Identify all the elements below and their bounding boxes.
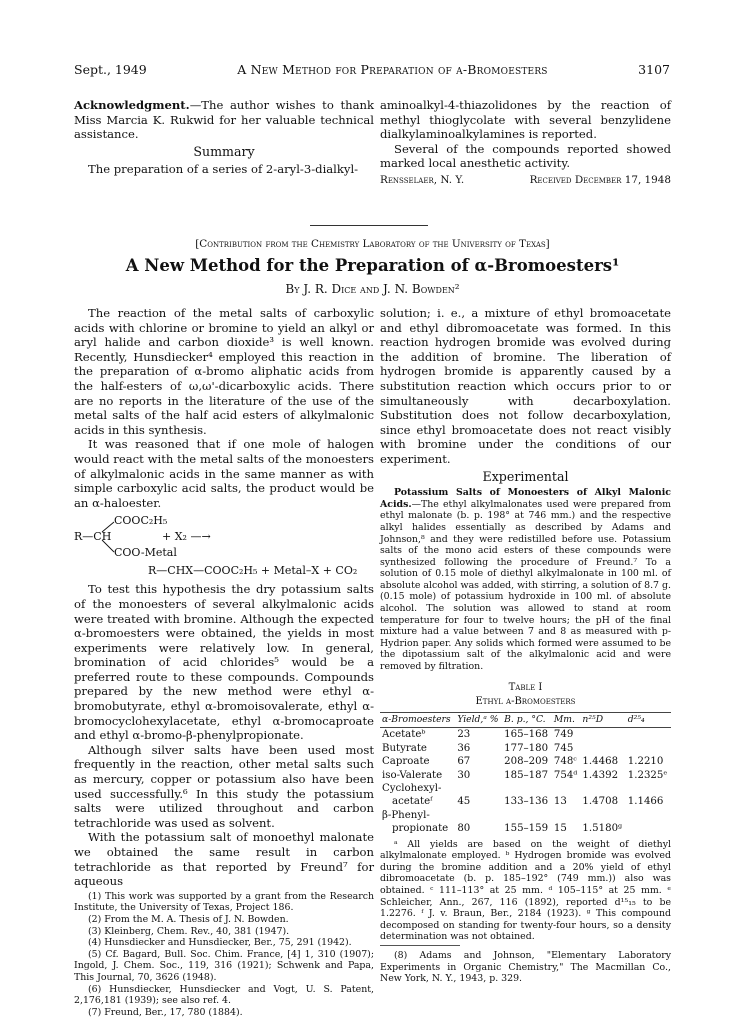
table-cell: 155–159	[504, 823, 549, 835]
article-authors: By J. R. Dice and J. N. Bowden²	[285, 282, 460, 296]
table-cell: 80	[457, 823, 471, 835]
footnote: (6) Hunsdiecker, Hunsdiecker and Vogt, U. S. Patent, 2,176,181 (1939); see also ref. 4.	[74, 983, 374, 1007]
table-row	[380, 742, 671, 755]
table-cell	[502, 809, 552, 822]
table-header: n²⁵D	[580, 712, 625, 728]
footnote: (8) Adams and Johnson, "Elementary Laboratory Experiments in Organic Chemistry," The Macmillan Co., New York, N. Y., 1943, p. 329.	[380, 950, 671, 985]
footnote: (1) This work was supported by a grant from the Research Institute, the University of Texas, Project 186.	[74, 890, 374, 914]
experimental-text	[380, 487, 671, 673]
table-label: Table I	[508, 681, 543, 693]
table-cell: 13	[553, 796, 567, 808]
prev-article-right	[380, 98, 671, 188]
table-cell	[455, 809, 502, 822]
section-divider	[310, 225, 428, 226]
acknowledgment-heading: Acknowledgment.	[74, 98, 190, 112]
table-cell: 1.5180ᵍ	[582, 823, 623, 835]
table-cell	[626, 782, 671, 795]
table-row	[380, 728, 671, 742]
table-cell: Butyrate	[382, 742, 427, 754]
experimental-lead: Potassium Salts of Monoesters of Alkyl Malonic Acids.	[380, 487, 671, 510]
rx-products: R—CHX—COOC₂H₅ + Metal–X + CO₂	[148, 564, 358, 578]
running-header	[74, 62, 670, 78]
acknowledgment-text: —The author wishes to thank Miss Marcia K. Rukwid for her valuable technical assistance.	[74, 98, 374, 142]
table-cell	[626, 822, 671, 835]
table-footnotes	[380, 839, 671, 943]
table-row	[380, 755, 671, 768]
table-cell: 1.4468	[582, 756, 619, 768]
table-cell	[580, 728, 625, 742]
table-cell: 177–180	[504, 742, 549, 754]
summary-text: The preparation of a series of 2-aryl-3-dialkyl-	[88, 162, 359, 177]
left-column	[74, 306, 374, 1018]
footnote: (4) Hunsdiecker and Hunsdiecker, Ber., 75, 291 (1942).	[88, 937, 352, 949]
table-title: Ethyl α-Bromoesters	[475, 696, 576, 708]
experimental-heading: Experimental	[482, 468, 569, 484]
table-cell: 749	[553, 729, 574, 741]
table-row	[380, 782, 671, 795]
header-title: A New Method for Preparation of α-Bromoesters	[237, 62, 548, 77]
header-date: Sept., 1949	[74, 62, 147, 77]
table-cell: acetateᶠ	[392, 796, 433, 808]
prev-article-left	[74, 98, 374, 177]
table-header-row	[380, 712, 671, 728]
table-notes: ᵃ All yields are based on the weight of diethyl alkylmalonate employed. ᵇ Hydrogen bromide was evolved during the bromine addition and a 20% yield of ethyl dibromoacetate (b. p. 185–192° (749 mm.)) also was obtained. ᶜ 111–113° at 25 mm. ᵈ 105–115° at 25 mm. ᵉ Schleicher, Ann., 267, 116 (1892), reported d¹⁵₁₅ to be 1.2276. ᶠ J. v. Braun, Ber., 2184 (1923). ᵍ This compound decomposed on standing for twenty-four hours, so a density determination was not obtained.	[380, 838, 671, 943]
table-cell: 208–209	[504, 756, 549, 768]
table-cell	[580, 782, 625, 795]
affiliation-line	[380, 173, 671, 188]
table-cell: 30	[457, 769, 471, 781]
rx-metal-salt: COO-Metal	[114, 546, 177, 560]
table-cell	[502, 782, 552, 795]
table-cell	[626, 809, 671, 822]
table-cell	[626, 742, 671, 755]
footnotes-right	[380, 950, 671, 985]
table-cell: 185–187	[504, 769, 549, 781]
table-cell: iso-Valerate	[382, 769, 443, 781]
table-cell: 754ᵈ	[553, 769, 578, 781]
table-header: α-Bromoesters	[380, 712, 455, 728]
table-cell: 133–136	[504, 796, 549, 808]
table-cell: 1.1466	[627, 796, 664, 808]
table-cell: 45	[457, 796, 471, 808]
footnotes-left	[74, 891, 374, 1018]
table-cell: 745	[553, 742, 574, 754]
table-cell: 1.4708	[582, 796, 619, 808]
table-cell: 1.2325ᵉ	[627, 769, 668, 781]
table-header: B. p., °C.	[502, 712, 552, 728]
table-cell	[580, 742, 625, 755]
rx-bonds	[74, 510, 134, 560]
received-date: Received December 17, 1948	[529, 173, 671, 186]
table-cell	[552, 782, 581, 795]
table-cell: Caproate	[382, 756, 430, 768]
table-body	[380, 728, 671, 836]
bromoesters-table	[380, 712, 671, 836]
footnote: (5) Cf. Bagard, Bull. Soc. Chim. France, [4] 1, 310 (1907); Ingold, J. Chem. Soc., 119, 316 (1921); Schwenk and Papa, This Journal, 70, 3626 (1948).	[74, 948, 374, 983]
table-cell: 1.4392	[582, 769, 619, 781]
table-cell: Cyclohexyl-	[382, 783, 442, 795]
page-number: 3107	[638, 62, 670, 77]
table-cell: 23	[457, 729, 471, 741]
results-paragraph: To test this hypothesis the dry potassium salts of the monoesters of several alkylmalonic acids were treated with bromine. Although the expected α-bromoesters were obtained, the yields in most experiments were relatively low. In general, bromination of acid chlorides⁵ would be a preferred route to these compounds. Compounds prepared by the new method were ethyl α-bromobutyrate, ethyl α-bromoisovalerate, ethyl α-bromocyclohexylacetate, ethyl α-bromocaproate and ethyl α-bromo-β-phenylpropionate.	[74, 582, 374, 743]
table-cell: β-Phenyl-	[382, 809, 430, 821]
table-cell	[455, 782, 502, 795]
salts-paragraph: Although silver salts have been used most frequently in the reaction, other metal salts such as mercury, copper or potassium also have been used successfully.⁶ In this study the potassium salts were utilized throughout and carbon tetrachloride was used as solvent.	[74, 742, 374, 830]
summary-p2: Several of the compounds reported showed marked local anesthetic activity.	[380, 141, 671, 171]
hypothesis-paragraph: It was reasoned that if one mole of halogen would react with the metal salts of the monoesters of alkylmalonic acids in the same manner as with simple carboxylic acid salts, the product would be an α-haloester.	[74, 437, 374, 510]
rx-ester-group: COOC₂H₅	[114, 514, 168, 528]
table-cell: 165–168	[504, 729, 549, 741]
table-cell: 67	[457, 756, 471, 768]
contribution-line: [Contribution from the Chemistry Laboratory of the University of Texas]	[195, 238, 550, 250]
right-column	[380, 306, 671, 985]
footnote: (3) Kleinberg, Chem. Rev., 40, 381 (1947).	[88, 925, 290, 937]
table-header: Yield,ᵃ %	[455, 712, 502, 728]
summary-continued: aminoalkyl-4-thiazolidones by the reaction of methyl thioglycolate with several benzylidene dialkylaminoalkylamines is reported.	[380, 98, 671, 142]
table-cell	[552, 809, 581, 822]
table-cell: 36	[457, 742, 471, 754]
experimental-body: —The ethyl alkylmalonates used were prepared from ethyl malonate (b. p. 198° at 746 mm.) and the respective alkyl halides essentially as described by Adams and Johnson,⁸ and they were redistilled before use. Potassium salts of the mono acid esters of these compounds were synthesized following the procedure of Freund.⁷ To a solution of 0.15 mole of diethyl alkylmalonate in 100 ml. of absolute alcohol was added, with stirring, a solution of 8.7 g. (0.15 mole) of potassium hydroxide in 100 ml. of absolute alcohol. The solution was allowed to stand at room temperature for four to twelve hours; the pH of the final mixture had a value between 7 and 8 as measured with p-Hydrion paper. Any solids which formed were assumed to be the dipotassium salt of the alkylmalonic acid and were removed by filtration.	[380, 498, 671, 673]
footnote: (7) Freund, Ber., 17, 780 (1884).	[88, 1006, 243, 1018]
rx-r-ch: R—CH	[74, 530, 112, 544]
table-cell: 1.2210	[627, 756, 664, 768]
footnote-rule	[380, 945, 460, 946]
malonate-paragraph: With the potassium salt of monoethyl malonate we obtained the same result in carbon tetrachloride as that reported by Freund⁷ for aqueous	[74, 830, 374, 889]
discussion-paragraph: solution; i. e., a mixture of ethyl bromoacetate and ethyl dibromoacetate was formed. In this reaction hydrogen bromide was evolved during the addition of bromine. The liberation of hydrogen bromide is apparently caused by a substitution reaction which occurs prior to or simultaneously with decarboxylation. Substitution does not follow decarboxylation, since ethyl bromoacetate does not react visibly with bromine under the conditions of our experiment.	[380, 306, 671, 466]
reaction-scheme	[74, 510, 374, 582]
place: Rensselaer, N. Y.	[380, 173, 465, 186]
table-cell: Acetateᵇ	[382, 729, 426, 741]
table-header: Mm.	[552, 712, 581, 728]
table-cell	[626, 728, 671, 742]
summary-heading: Summary	[193, 143, 255, 159]
table-cell: propionate	[392, 823, 449, 835]
table-row	[380, 822, 671, 835]
table-row	[380, 769, 671, 782]
table-cell: 15	[553, 823, 567, 835]
table-row	[380, 795, 671, 808]
table-row	[380, 809, 671, 822]
table-cell: 748ᶜ	[553, 756, 577, 768]
intro-paragraph: The reaction of the metal salts of carboxylic acids with chlorine or bromine to yield an alkyl or aryl halide and carbon dioxide³ is well known. Recently, Hunsdiecker⁴ employed this reaction in the preparation of α-bromo aliphatic acids from the half-esters of ω,ω'-dicarboxylic acids. There are no reports in the literature of the use of the metal salts of the half acid esters of alkylmalonic acids in this synthesis.	[74, 306, 374, 437]
article-title: A New Method for the Preparation of α-Bromoesters¹	[125, 256, 620, 275]
rx-halogen: + X₂ —→	[162, 530, 211, 544]
table-cell	[580, 809, 625, 822]
footnote: (2) From the M. A. Thesis of J. N. Bowden.	[88, 913, 289, 925]
table-header: d²⁵₄	[626, 712, 671, 728]
